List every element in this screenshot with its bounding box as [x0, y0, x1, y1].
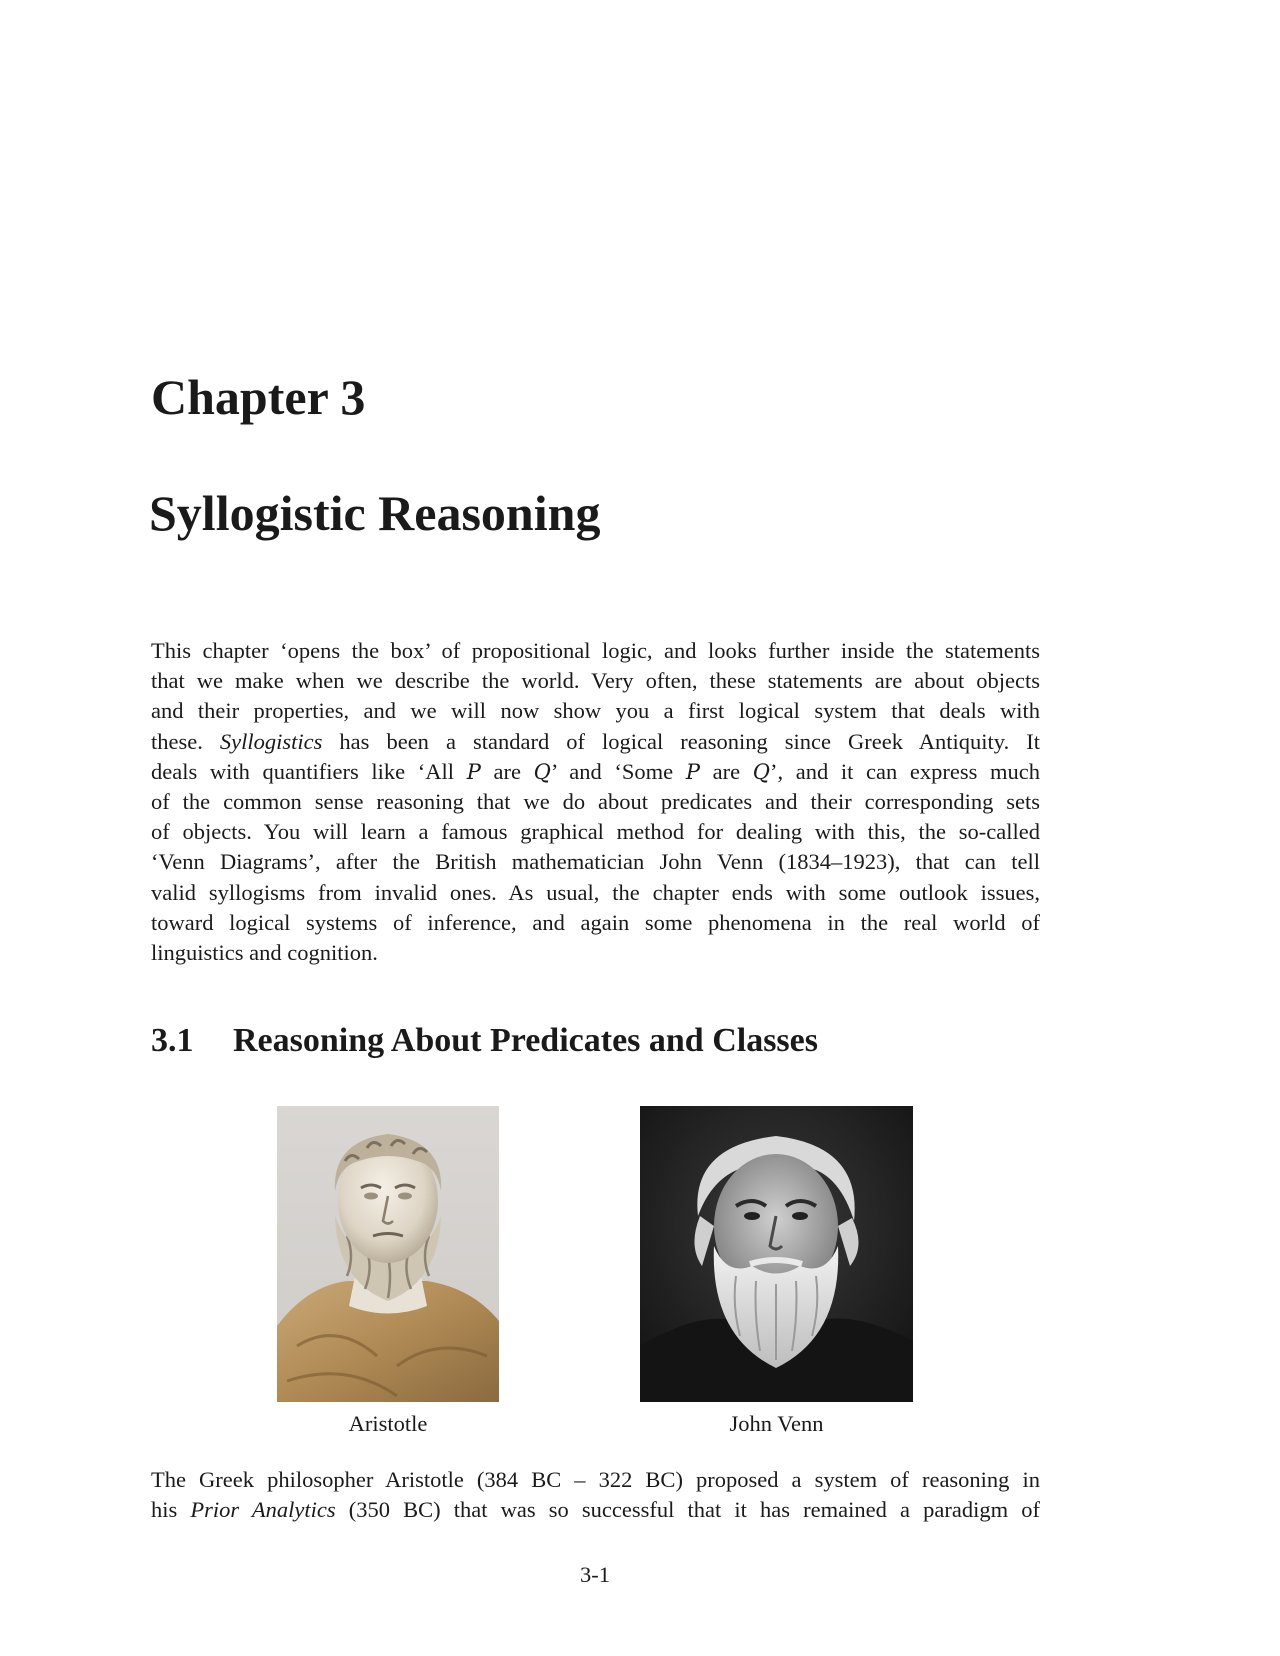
intro-line: of the common sense reasoning that we do about predicates and their corresponding sets	[151, 789, 1040, 815]
venn-figure	[640, 1106, 913, 1402]
math-q: Q	[752, 759, 770, 784]
intro-line: of objects. You will learn a famous graphical method for dealing with this, the so-called	[151, 819, 1040, 845]
venn-caption: John Venn	[729, 1411, 824, 1436]
intro-line: deals with quantifiers like ‘All P are Q’ and ‘Some P are Q’, and it can express much	[151, 758, 1040, 784]
aristotle-portrait	[277, 1106, 499, 1402]
intro-paragraph	[151, 636, 1040, 968]
math-p: P	[685, 759, 700, 784]
emphasis-prior-analytics: Prior Analytics	[190, 1497, 336, 1523]
intro-line: these. Syllogistics has been a standard of logical reasoning since Greek Antiquity. It	[151, 728, 1040, 754]
intro-line: ‘Venn Diagrams’, after the British mathematician John Venn (1834–1923), that can tell	[151, 849, 1040, 875]
intro-line: linguistics and cognition.	[151, 940, 378, 966]
venn-portrait	[640, 1106, 913, 1402]
chapter-title: Syllogistic Reasoning	[149, 485, 601, 541]
math-q: Q	[533, 759, 551, 784]
intro-line: toward logical systems of inference, and again some phenomena in the real world of	[151, 909, 1040, 935]
intro-line: that we make when we describe the world. Very often, these statements are about objects	[151, 668, 1040, 694]
body-line: The Greek philosopher Aristotle (384 BC – 322 BC) proposed a system of reasoning in	[151, 1467, 1040, 1492]
math-p: P	[466, 759, 481, 784]
emphasis-syllogistics: Syllogistics	[219, 728, 323, 754]
aristotle-figure	[277, 1106, 499, 1402]
intro-line: This chapter ‘opens the box’ of propositional logic, and looks further inside the statements	[151, 638, 1040, 663]
intro-line: valid syllogisms from invalid ones. As usual, the chapter ends with some outlook issues,	[151, 879, 1040, 905]
section-title: Reasoning About Predicates and Classes	[233, 1022, 818, 1059]
section-number: 3.1	[151, 1022, 194, 1059]
chapter-label: Chapter 3	[151, 369, 366, 425]
aristotle-caption: Aristotle	[348, 1411, 428, 1436]
body-line: his Prior Analytics (350 BC) that was so successful that it has remained a paradigm of	[151, 1497, 1040, 1523]
page-number: 3-1	[580, 1562, 610, 1587]
intro-line: and their properties, and we will now show you a first logical system that deals with	[151, 698, 1040, 724]
section-heading	[151, 1024, 818, 1058]
body-paragraph	[151, 1465, 1040, 1525]
